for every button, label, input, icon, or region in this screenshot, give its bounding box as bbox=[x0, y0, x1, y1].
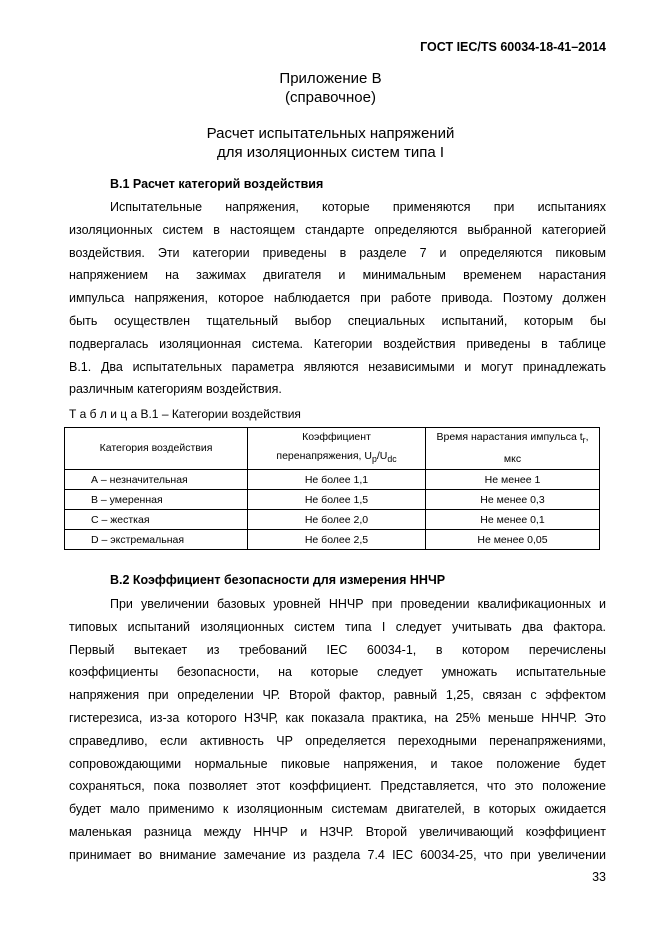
appendix-type: (справочное) bbox=[285, 89, 376, 106]
paragraph-line: При увеличении базовых уровней ННЧР при проведении квалификационных и bbox=[110, 597, 606, 611]
cell-rise-time: Не менее 0,3 bbox=[426, 490, 600, 510]
document-header: ГОСТ IEC/TS 60034-18-41–2014 bbox=[420, 40, 606, 54]
table-row bbox=[65, 490, 600, 510]
paragraph-line: маленькая разница между ННЧР и НЗЧР. Второй увеличивающий коэффициент bbox=[69, 824, 606, 839]
section-2-paragraph bbox=[69, 593, 606, 867]
paragraph-line: Первый вытекает из требований IEC 60034-1, в котором перечислены bbox=[69, 642, 606, 657]
table-header-row bbox=[65, 428, 600, 470]
header-rise-time-sub: r bbox=[582, 435, 586, 446]
paragraph-line: быть осуществлен тщательный выбор специальных испытаний, которым бы bbox=[69, 313, 606, 328]
section-1-title: В.1 Расчет категорий воздействия bbox=[110, 177, 324, 191]
header-category: Категория воздействия bbox=[65, 428, 248, 470]
cell-rise-time: Не менее 1 bbox=[426, 470, 600, 490]
header-rise-time bbox=[426, 428, 600, 470]
paragraph-line: В.1. Два испытательных параметра являются независимыми и могут принадлежать bbox=[69, 359, 606, 374]
paragraph-line: принимает во внимание замечание из раздела 7.4 IEC 60034-25, что при увеличении bbox=[69, 847, 606, 862]
paragraph-line: импульса напряжения, которое наблюдается при работе привода. Поэтому должен bbox=[69, 291, 606, 306]
impact-categories-table bbox=[64, 427, 600, 550]
cell-rise-time: Не менее 0,05 bbox=[426, 530, 600, 550]
paragraph-line: сопровождающими нормальные пиковые напряжения, и такое положение будет bbox=[69, 756, 606, 771]
header-coefficient bbox=[248, 428, 426, 470]
paragraph-line: воздействия. Эти категории приведены в разделе 7 и определяются пиковым bbox=[69, 245, 606, 260]
cell-category: А – незначительная bbox=[65, 470, 248, 490]
appendix-title: Приложение В bbox=[279, 70, 382, 87]
cell-category: С – жесткая bbox=[65, 510, 248, 530]
section-2-title: В.2 Коэффициент безопасности для измерения ННЧР bbox=[110, 573, 446, 587]
paragraph-line: коэффициенты безопасности, на которые следует умножать испытательные bbox=[69, 665, 606, 680]
header-coefficient-line2: перенапряжения, U bbox=[276, 450, 372, 462]
paragraph-line: справедливо, если активность ЧР определяется переходными перенапряжениями, bbox=[69, 733, 606, 748]
paragraph-line: сохраняться, пока позволяет этот коэффициент. Представляется, что это положение bbox=[69, 779, 606, 794]
page-number: 33 bbox=[592, 870, 606, 884]
appendix-title-block bbox=[0, 69, 661, 107]
header-rise-time-comma: , bbox=[585, 431, 589, 443]
table-row bbox=[65, 470, 600, 490]
table-row bbox=[65, 510, 600, 530]
table-caption: Т а б л и ц а В.1 – Категории воздействия bbox=[69, 407, 301, 421]
cell-coefficient: Не более 2,0 bbox=[248, 510, 426, 530]
paragraph-line: Испытательные напряжения, которые применяются при испытаниях bbox=[110, 200, 606, 214]
cell-coefficient: Не более 2,5 bbox=[248, 530, 426, 550]
paragraph-line: напряжением на зажимах двигателя и минимальным временем нарастания bbox=[69, 268, 606, 283]
cell-coefficient: Не более 1,1 bbox=[248, 470, 426, 490]
header-coefficient-slash: /U bbox=[376, 450, 388, 462]
paragraph-line: будет мало применимо к изоляционным системам двигателей, в которых ожидается bbox=[69, 802, 606, 817]
subtitle-line-1: Расчет испытательных напряжений bbox=[206, 125, 455, 142]
header-coefficient-sub-p: p bbox=[371, 454, 377, 465]
header-rise-time-line2: мкс bbox=[503, 453, 522, 466]
cell-category: D – экстремальная bbox=[65, 530, 248, 550]
section-1-paragraph bbox=[69, 196, 606, 401]
paragraph-line: напряжения при определении ЧР. Второй фактор, равный 1,25, связан с эффектом bbox=[69, 688, 606, 703]
cell-rise-time: Не менее 0,1 bbox=[426, 510, 600, 530]
subtitle-line-2: для изоляционных систем типа I bbox=[216, 144, 445, 161]
paragraph-line: изоляционных систем в настоящем стандарте определяются выбранной категорией bbox=[69, 222, 606, 237]
cell-coefficient: Не более 1,5 bbox=[248, 490, 426, 510]
appendix-subtitle-block bbox=[0, 124, 661, 162]
cell-category: В – умеренная bbox=[65, 490, 248, 510]
paragraph-line: подвергалась изоляционная система. Категории воздействия приведены в таблице bbox=[69, 336, 606, 351]
header-coefficient-sub-dc: dc bbox=[387, 454, 397, 465]
header-rise-time-line1: Время нарастания импульса t bbox=[436, 431, 583, 443]
table-row bbox=[65, 530, 600, 550]
paragraph-line: типовых испытаний изоляционных систем типа I следует учитывать два фактора. bbox=[69, 619, 606, 634]
paragraph-line: гистерезиса, из-за которого НЗЧР, как показала практика, на 25% меньше ННЧР. Это bbox=[69, 710, 606, 725]
header-coefficient-line1: Коэффициент bbox=[302, 431, 371, 443]
paragraph-line: различным категориям воздействия. bbox=[69, 382, 282, 397]
